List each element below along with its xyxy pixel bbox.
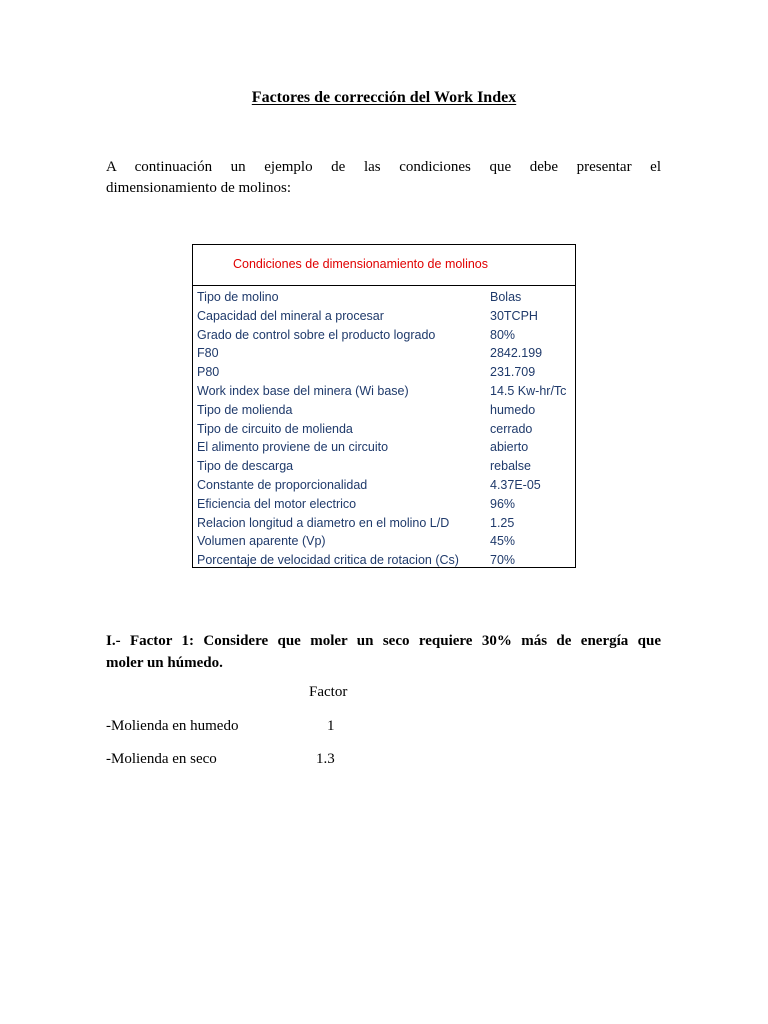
row-label: Eficiencia del motor electrico xyxy=(197,496,357,511)
intro-line-1: A continuación un ejemplo de las condiciones que debe presentar el xyxy=(106,159,661,175)
row-value: 4.37E-05 xyxy=(490,477,541,492)
row-label: Tipo de circuito de molienda xyxy=(197,421,353,436)
factor-row-value: 1.3 xyxy=(316,751,335,767)
table-row xyxy=(193,495,575,514)
intro-line-2: dimensionamiento de molinos: xyxy=(106,180,291,196)
row-label: Tipo de molino xyxy=(197,290,279,304)
table-row xyxy=(193,288,575,307)
factor-row-seco xyxy=(106,751,406,771)
factor-row-label: -Molienda en humedo xyxy=(106,718,239,734)
factor-row-label: -Molienda en seco xyxy=(106,751,217,767)
row-value: humedo xyxy=(490,402,536,417)
row-label: Grado de control sobre el producto logrado xyxy=(197,327,436,342)
row-value: rebalse xyxy=(490,459,531,474)
factor-1-heading xyxy=(106,630,661,674)
row-value: 2842.199 xyxy=(490,346,543,361)
row-label: Volumen aparente (Vp) xyxy=(197,534,326,549)
conditions-table xyxy=(192,244,576,568)
factor-1-heading-line-2: moler un húmedo. xyxy=(106,655,223,671)
row-value: 96% xyxy=(490,496,516,511)
row-label: Tipo de descarga xyxy=(197,459,294,474)
table-row xyxy=(193,326,575,345)
table-row xyxy=(193,476,575,495)
row-label: P80 xyxy=(197,365,220,380)
table-row xyxy=(193,551,575,570)
row-label: Work index base del minera (Wi base) xyxy=(197,383,409,398)
row-value: abierto xyxy=(490,440,529,455)
document-title: Factores de corrección del Work Index xyxy=(251,89,517,106)
factor-1-heading-line-1: I.- Factor 1: Considere que moler un seco requiere 30% más de energía que xyxy=(106,633,661,649)
row-value: Bolas xyxy=(490,290,522,304)
table-row xyxy=(193,438,575,457)
table-row xyxy=(193,401,575,420)
row-value: 30TCPH xyxy=(490,308,538,323)
row-label: Porcentaje de velocidad critica de rotacion (Cs) xyxy=(197,553,459,568)
factor-column-header: Factor xyxy=(309,684,348,700)
row-value: 70% xyxy=(490,553,516,568)
row-value: cerrado xyxy=(490,421,533,436)
conditions-table-body xyxy=(193,286,575,570)
row-label: Relacion longitud a diametro en el molino L/D xyxy=(197,515,450,530)
row-label: Constante de proporcionalidad xyxy=(197,477,368,492)
row-label: Tipo de molienda xyxy=(197,402,293,417)
table-row xyxy=(193,307,575,326)
table-row xyxy=(193,382,575,401)
row-value: 14.5 Kw-hr/Tc xyxy=(490,383,567,398)
row-label: Capacidad del mineral a procesar xyxy=(197,308,384,323)
conditions-table-header xyxy=(193,245,575,286)
row-label: El alimento proviene de un circuito xyxy=(197,440,389,455)
table-row xyxy=(193,514,575,533)
table-row xyxy=(193,344,575,363)
row-value: 231.709 xyxy=(490,365,536,380)
intro-paragraph xyxy=(106,157,661,199)
table-row xyxy=(193,363,575,382)
table-row xyxy=(193,457,575,476)
factor-row-value: 1 xyxy=(327,718,335,734)
row-value: 80% xyxy=(490,327,516,342)
table-row xyxy=(193,420,575,439)
factor-row-humedo xyxy=(106,718,406,738)
table-row xyxy=(193,532,575,551)
row-value: 1.25 xyxy=(490,515,515,530)
conditions-table-title: Condiciones de dimensionamiento de molinos xyxy=(233,257,489,271)
row-value: 45% xyxy=(490,534,516,549)
row-label: F80 xyxy=(197,346,219,361)
